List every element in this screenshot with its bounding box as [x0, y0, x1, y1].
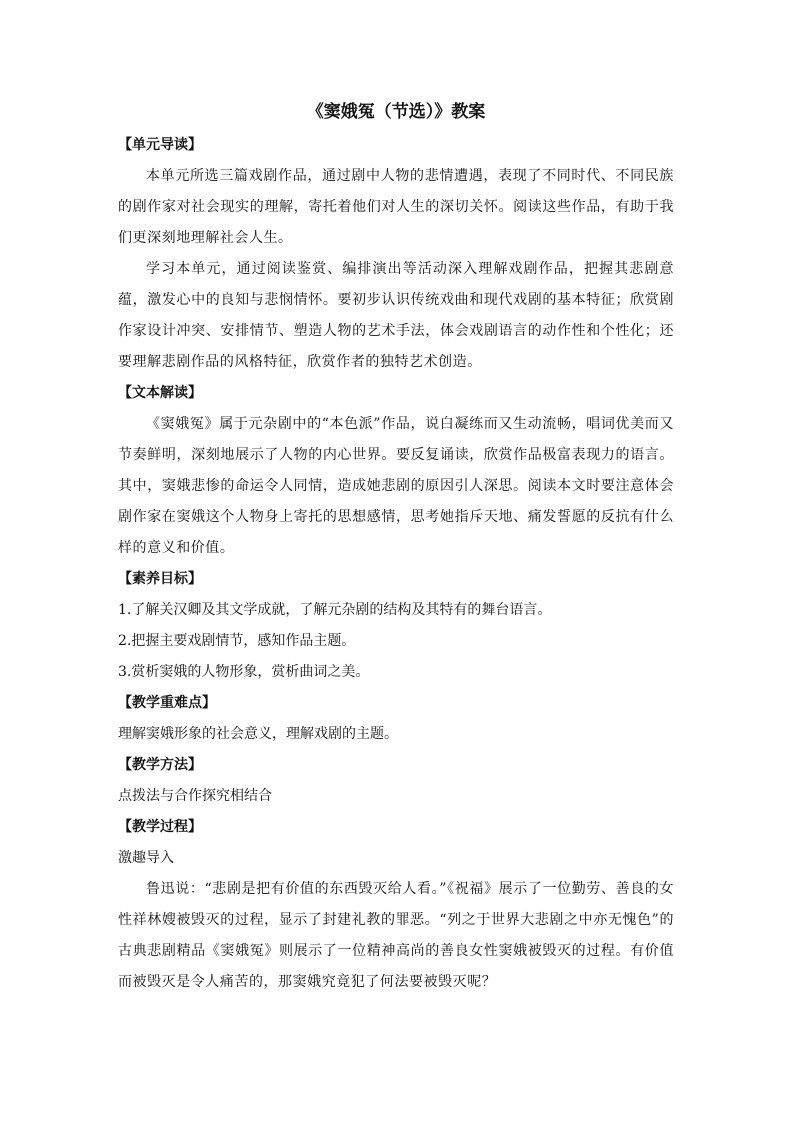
- goal-item-2: 2.把握主要戏剧情节，感知作品主题。: [118, 633, 356, 649]
- keypoints-text: 理解窦娥形象的社会意义，理解戏剧的主题。: [118, 726, 398, 742]
- section-heading-process: 【教学过程】: [118, 819, 202, 835]
- unit-intro-paragraph-1: 本单元所选三篇戏剧作品，通过剧中人物的悲情遭遇，表现了不同时代、不同民族的剧作家对社会现实的理解，寄托着他们对人生的深切关怀。阅读这些作品，有助于我们更深刻地理解社会人生。: [118, 168, 674, 246]
- section-text-reading: [118, 378, 674, 564]
- section-heading-goals: 【素养目标】: [118, 571, 202, 587]
- section-keypoints: [118, 688, 674, 750]
- section-unit-intro: [118, 130, 674, 378]
- section-process: [118, 812, 674, 998]
- process-subheading: 激趣导入: [118, 850, 174, 866]
- document-title: 《窦娥冤（节选）》教案: [306, 102, 486, 122]
- goal-item-3: 3.赏析窦娥的人物形象，赏析曲词之美。: [118, 664, 370, 680]
- text-reading-paragraph: 《窦娥冤》属于元杂剧中的“本色派”作品，说白凝练而又生动流畅，唱词优美而又节奏鲜明，深刻地展示了人物的内心世界。要反复诵读，欣赏作品极富表现力的语言。其中，窦娥悲惨的命运令人同情，造成她悲剧的原因引人深思。阅读本文时要注意体会剧作家在窦娥这个人物身上寄托的思想感情，思考她指斥天地、痛发誓愿的反抗有什么样的意义和价值。: [118, 416, 674, 556]
- unit-intro-paragraph-2: 学习本单元，通过阅读鉴赏、编排演出等活动深入理解戏剧作品，把握其悲剧意蕴，激发心中的良知与悲悯情怀。要初步认识传统戏曲和现代戏剧的基本特征；欣赏剧作家设计冲突、安排情节、塑造人物的艺术手法，体会戏剧语言的动作性和个性化；还要理解悲剧作品的风格特征，欣赏作者的独特艺术创造。: [118, 261, 674, 370]
- section-heading-method: 【教学方法】: [118, 757, 202, 773]
- section-heading-unit-intro: 【单元导读】: [118, 137, 202, 153]
- document-page: [118, 100, 674, 998]
- section-method: [118, 750, 674, 812]
- section-goals: [118, 564, 674, 688]
- process-paragraph: 鲁迅说：“悲剧是把有价值的东西毁灭给人看。”《祝福》展示了一位勤劳、善良的女性祥林嫂被毁灭的过程，显示了封建礼教的罪恶。“列之于世界大悲剧之中亦无愧色”的古典悲剧精品《窦娥冤》则展示了一位精神高尚的善良女性窦娥被毁灭的过程。有价值而被毁灭是令人痛苦的，那窦娥究竟犯了何法要被毁灭呢？: [118, 881, 674, 990]
- goal-item-1: 1.了解关汉卿及其文学成就，了解元杂剧的结构及其特有的舞台语言。: [118, 602, 552, 618]
- section-heading-text-reading: 【文本解读】: [118, 385, 202, 401]
- method-text: 点拨法与合作探究相结合: [118, 788, 272, 804]
- section-heading-keypoints: 【教学重难点】: [118, 695, 216, 711]
